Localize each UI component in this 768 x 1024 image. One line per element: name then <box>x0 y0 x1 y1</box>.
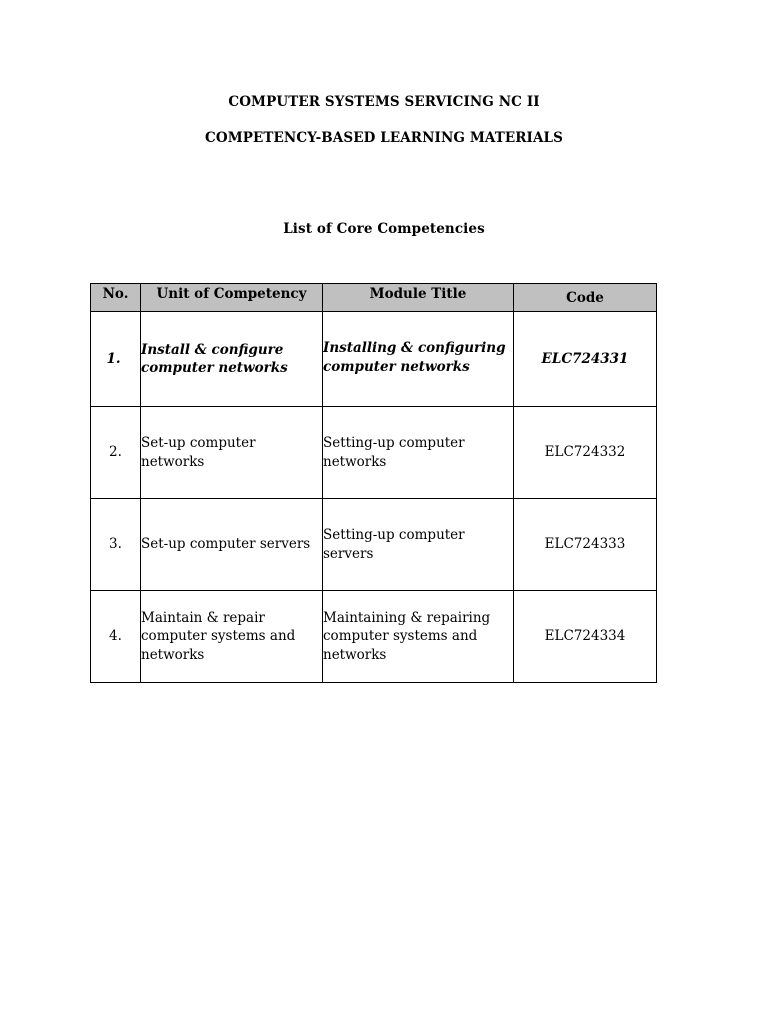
table-row <box>91 591 657 683</box>
header-code-label: Code <box>566 289 604 306</box>
header-no-label: No. <box>102 286 129 302</box>
module-code: ELC724331 <box>514 312 657 407</box>
header-module <box>323 284 514 312</box>
header-code <box>514 284 657 312</box>
module-title: Setting-up computer servers <box>323 499 514 591</box>
row-number: 4. <box>91 591 141 683</box>
unit-of-competency: Maintain & repair computer systems and networks <box>141 591 323 683</box>
unit-of-competency: Set-up computer networks <box>141 407 323 499</box>
section-heading: List of Core Competencies <box>283 221 485 237</box>
header-no <box>91 284 141 312</box>
document-title: COMPUTER SYSTEMS SERVICING NC II <box>228 94 540 110</box>
module-code: ELC724334 <box>514 591 657 683</box>
header-unit-label: Unit of Competency <box>156 286 307 302</box>
header-unit <box>141 284 323 312</box>
competencies-table <box>90 283 657 683</box>
unit-of-competency: Set-up computer servers <box>141 499 323 591</box>
module-title: Maintaining & repairing computer systems and networks <box>323 591 514 683</box>
unit-of-competency: Install & configure computer networks <box>141 312 323 407</box>
module-title: Setting-up computer networks <box>323 407 514 499</box>
table-row <box>91 407 657 499</box>
table-row <box>91 499 657 591</box>
module-code: ELC724333 <box>514 499 657 591</box>
row-number: 2. <box>91 407 141 499</box>
table-header-row <box>91 284 657 312</box>
row-number: 3. <box>91 499 141 591</box>
module-code: ELC724332 <box>514 407 657 499</box>
document-subtitle: COMPETENCY-BASED LEARNING MATERIALS <box>205 130 563 146</box>
table-row <box>91 312 657 407</box>
module-title: Installing & configuring computer networks <box>323 312 514 407</box>
header-module-label: Module Title <box>369 286 467 302</box>
row-number: 1. <box>91 312 141 407</box>
